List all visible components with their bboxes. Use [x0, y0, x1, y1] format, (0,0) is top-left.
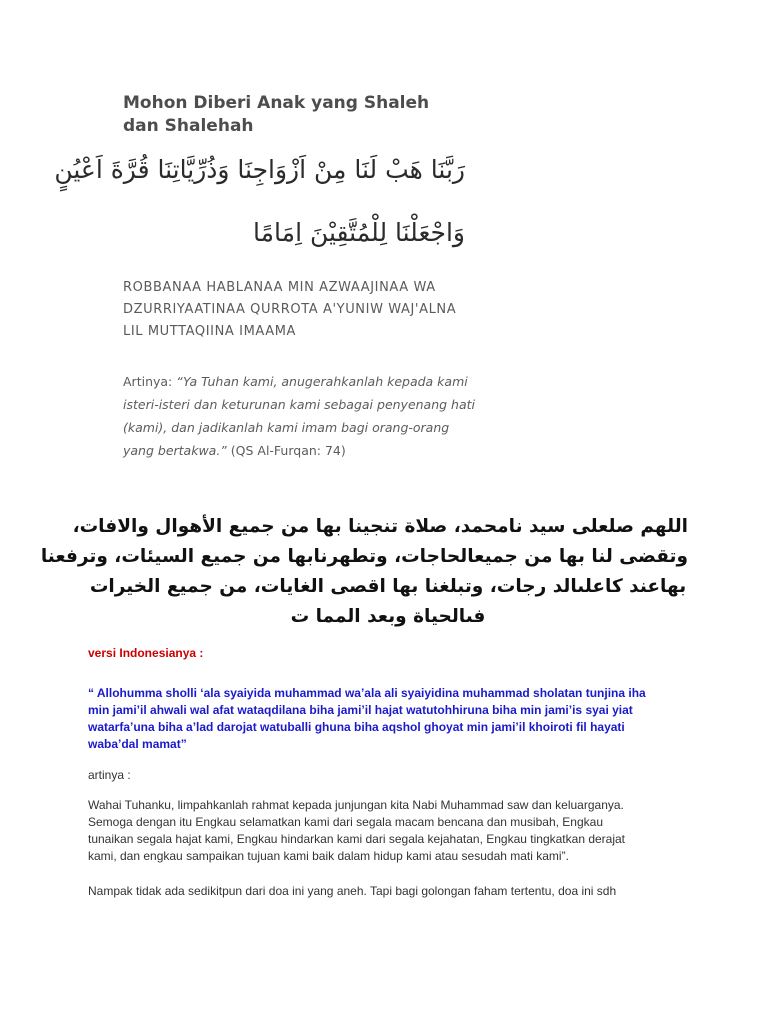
closing-paragraph: Nampak tidak ada sedikitpun dari doa ini yang aneh. Tapi bagi golongan faham tertentu, doa ini sdh [88, 884, 617, 898]
translation-line: Semoga dengan itu Engkau selamatkan kami dari segala macam bencana dan musibah, Engkau [88, 815, 603, 829]
arabic-prayer-line-4: فىالحياة وبعد المما ت [290, 606, 486, 627]
translation-line: kami, dan engkau sampaikan tujuan kami baik dalam hidup kami atau sesudah mati kami”. [88, 849, 569, 863]
versi-label: versi Indonesianya : [88, 646, 204, 660]
latin-prayer-line: min jami’il ahwali wal afat wataqdilana biha jami’il hajat watutohhiruna biha min jami’is syai yiat [88, 703, 633, 717]
meaning-line: (kami), dan jadikanlah kami imam bagi orang-orang [123, 420, 450, 435]
arabic-prayer-line-2: وتقضى لنا بها من جميعالحاجات، وتطهرنابها من جميع السيئات، وترفعنا [40, 546, 688, 567]
translation-line: tunaikan segala hajat kami, Engkau hindarkan kami dari segala kejahatan, Engkau tingkatkan derajat [88, 832, 626, 846]
meaning-quote-start: “Ya Tuhan kami, anugerahkanlah kepada kami [176, 374, 468, 389]
prayer-translation [88, 797, 688, 865]
arabic-prayer-line-1: اللهم صلعلى سيد نامحمد، صلاة تنجينا بها من جميع الأهوال والافات، [72, 516, 688, 537]
latin-prayer [88, 685, 688, 753]
meaning-quote-end: yang bertakwa.” [123, 443, 227, 458]
transliteration [123, 277, 463, 343]
meaning-line: isteri-isteri dan keturunan kami sebagai penyenang hati [123, 397, 476, 412]
artinya-label: artinya : [88, 768, 131, 782]
heading-line-1: Mohon Diberi Anak yang Shaleh [123, 93, 430, 113]
verse-meaning [123, 370, 476, 462]
arabic-verse-line-2: وَاجْعَلْنَا لِلْمُتَّقِيْنَ اِمَامًا [253, 218, 465, 247]
latin-prayer-line: watarfa’una biha a’lad darojat watuballi ghuna biha aqshol ghoyat min jami’il khoiroti fil hayati [88, 720, 625, 734]
latin-prayer-line: “ Allohumma sholli ‘ala syaiyida muhammad wa’ala ali syaiyidina muhammad sholatan tunjina iha [88, 686, 646, 700]
meaning-label: Artinya: [123, 374, 177, 389]
transliteration-line: LIL MUTTAQIINA IMAAMA [123, 324, 297, 339]
meaning-line [123, 370, 468, 393]
arabic-verse-line-1: رَبَّنَا هَبْ لَنَا مِنْ اَزْوَاجِنَا وَذُرِّيَّاتِنَا قُرَّةَ اَعْيُنٍ [54, 155, 465, 184]
latin-prayer-line: waba’dal mamat” [88, 737, 187, 751]
prayer-heading [123, 92, 443, 138]
transliteration-line: DZURRIYAATINAA QURROTA A'YUNIW WAJ'ALNA [123, 302, 457, 317]
heading-line-2: dan Shalehah [123, 116, 254, 136]
transliteration-line: ROBBANAA HABLANAA MIN AZWAAJINAA WA [123, 280, 436, 295]
translation-line: Wahai Tuhanku, limpahkanlah rahmat kepada junjungan kita Nabi Muhammad saw dan keluarganya. [88, 798, 624, 812]
arabic-prayer-line-3: بهاعند كاعلىالد رجات، وتبلغنا بها اقصى الغايات، من جميع الخيرات [89, 576, 687, 597]
quran-reference: (QS Al-Furqan: 74) [226, 443, 346, 458]
meaning-line [123, 439, 458, 462]
